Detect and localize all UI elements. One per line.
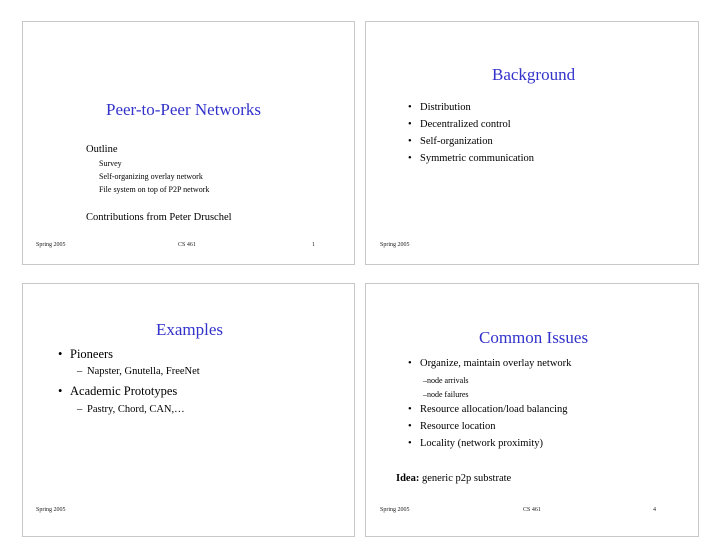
slide-1 — [22, 21, 355, 265]
idea-line — [396, 473, 511, 484]
outline-item: Survey — [99, 159, 122, 168]
bullet-item — [408, 136, 493, 147]
bullet-text: Academic Prototypes — [70, 384, 178, 398]
sub-text: Pastry, Chord, CAN,… — [87, 404, 185, 415]
bullet-symbol: • — [58, 384, 63, 398]
bullet-text: Symmetric communication — [420, 153, 535, 164]
contributions: Contributions from Peter Druschel — [86, 212, 232, 223]
sub-item — [423, 390, 469, 399]
bullet-item — [408, 404, 568, 415]
bullet-text: Organize, maintain overlay network — [420, 358, 572, 369]
sub-text: node arrivals — [427, 376, 469, 385]
bullet-symbol: • — [408, 136, 412, 147]
dash-symbol: – — [423, 376, 427, 385]
footer-left: Spring 2005 — [380, 507, 410, 513]
bullet-text: Decentralized control — [420, 119, 511, 130]
bullet-text: Pioneers — [70, 347, 114, 361]
sub-item — [77, 404, 185, 415]
slide-title: Common Issues — [479, 328, 589, 347]
slide-title: Background — [492, 65, 576, 84]
bullet-item — [408, 102, 471, 113]
bullet-symbol: • — [408, 421, 412, 432]
footer-page-number: 1 — [312, 242, 315, 248]
dash-symbol: – — [77, 404, 83, 415]
bullet-item — [408, 119, 511, 130]
bullet-symbol: • — [408, 358, 412, 369]
bullet-item — [58, 384, 177, 399]
bullet-symbol: • — [408, 404, 412, 415]
bullet-item — [408, 421, 496, 432]
slide-4 — [365, 283, 699, 537]
bullet-item — [408, 153, 534, 164]
bullet-symbol: • — [408, 102, 412, 113]
slide-3 — [22, 283, 355, 537]
sub-text: Napster, Gnutella, FreeNet — [87, 366, 200, 377]
footer-left: Spring 2005 — [36, 507, 66, 513]
bullet-symbol: • — [408, 438, 412, 449]
bullet-item — [58, 347, 113, 362]
footer-page-number: 4 — [653, 507, 656, 513]
bullet-item — [408, 438, 543, 449]
bullet-text: Resource location — [420, 421, 496, 432]
sub-item — [423, 376, 469, 385]
bullet-text: Distribution — [420, 102, 471, 113]
outline-item: File system on top of P2P network — [99, 185, 210, 194]
sub-item — [77, 366, 200, 377]
bullet-symbol: • — [408, 119, 412, 130]
bullet-text: Resource allocation/load balancing — [420, 404, 568, 415]
bullet-text: Self-organization — [420, 136, 493, 147]
slide-2 — [365, 21, 699, 265]
bullet-item — [408, 358, 571, 369]
outline-item: Self-organizing overlay network — [99, 172, 203, 181]
dash-symbol: – — [77, 366, 83, 377]
idea-label: Idea: — [396, 473, 420, 484]
outline-label: Outline — [86, 144, 118, 155]
slide-title: Examples — [156, 320, 224, 339]
slide-title: Peer-to-Peer Networks — [106, 100, 261, 119]
footer-center: CS 461 — [178, 242, 196, 248]
sub-text: node failures — [427, 390, 469, 399]
bullet-symbol: • — [408, 153, 412, 164]
dash-symbol: – — [423, 390, 427, 399]
bullet-symbol: • — [58, 347, 63, 361]
footer-left: Spring 2005 — [36, 242, 66, 248]
idea-text: generic p2p substrate — [419, 473, 512, 484]
footer-center: CS 461 — [523, 507, 541, 513]
bullet-text: Locality (network proximity) — [420, 438, 544, 449]
footer-left: Spring 2005 — [380, 242, 410, 248]
